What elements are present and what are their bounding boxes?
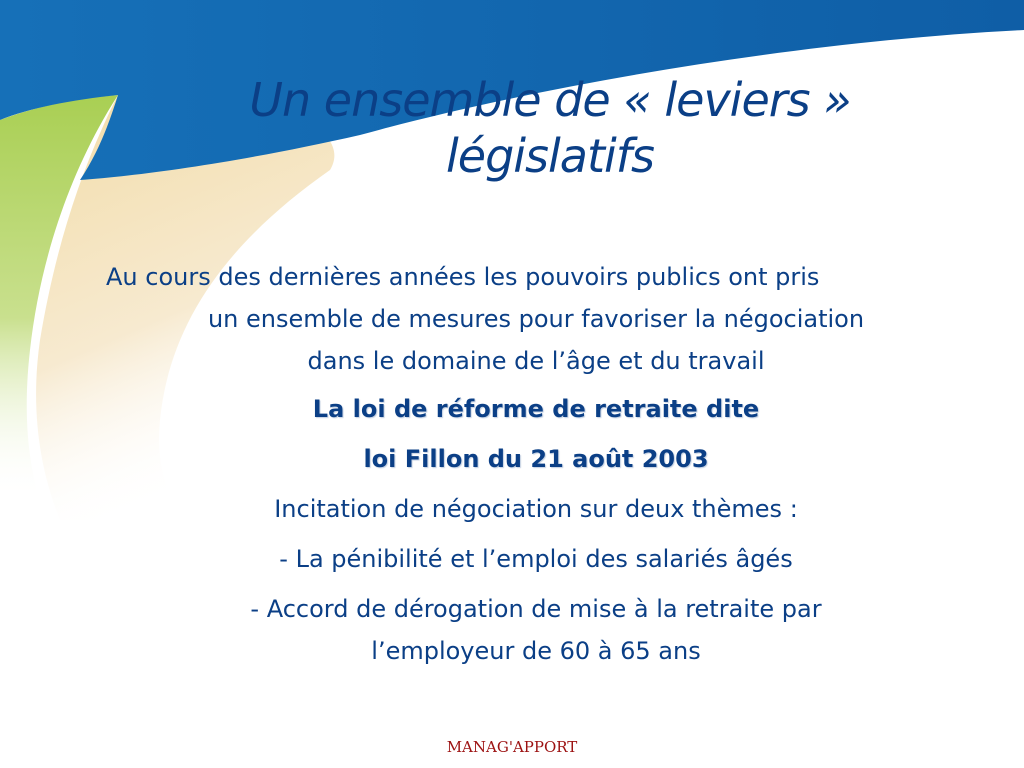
intro-line-2: un ensemble de mesures pour favoriser la négociation	[207, 305, 865, 333]
slide-title	[150, 72, 950, 184]
intro-line-3: dans le domaine de l’âge et du travail	[307, 347, 765, 375]
theme-item-2	[96, 588, 976, 672]
theme-item-2-line-1: - Accord de dérogation de mise à la retraite par	[250, 595, 822, 623]
title-line-1: Un ensemble de « leviers »	[249, 73, 851, 127]
theme-item-1: - La pénibilité et l’emploi des salariés âgés	[279, 545, 793, 573]
intro-line-1: Au cours des dernières années les pouvoirs publics ont pris	[106, 263, 820, 291]
law-name-line-2: loi Fillon du 21 août 2003	[363, 445, 709, 473]
footer-brand: MANAG'APPORT	[446, 738, 578, 756]
theme-item-2-line-2: l’employeur de 60 à 65 ans	[371, 637, 701, 665]
slide-body	[96, 256, 976, 680]
incitation-text: Incitation de négociation sur deux thèmes :	[274, 495, 798, 523]
intro-paragraph	[96, 256, 976, 382]
law-name-line-1: La loi de réforme de retraite dite	[312, 395, 760, 423]
title-line-2: législatifs	[446, 129, 654, 183]
